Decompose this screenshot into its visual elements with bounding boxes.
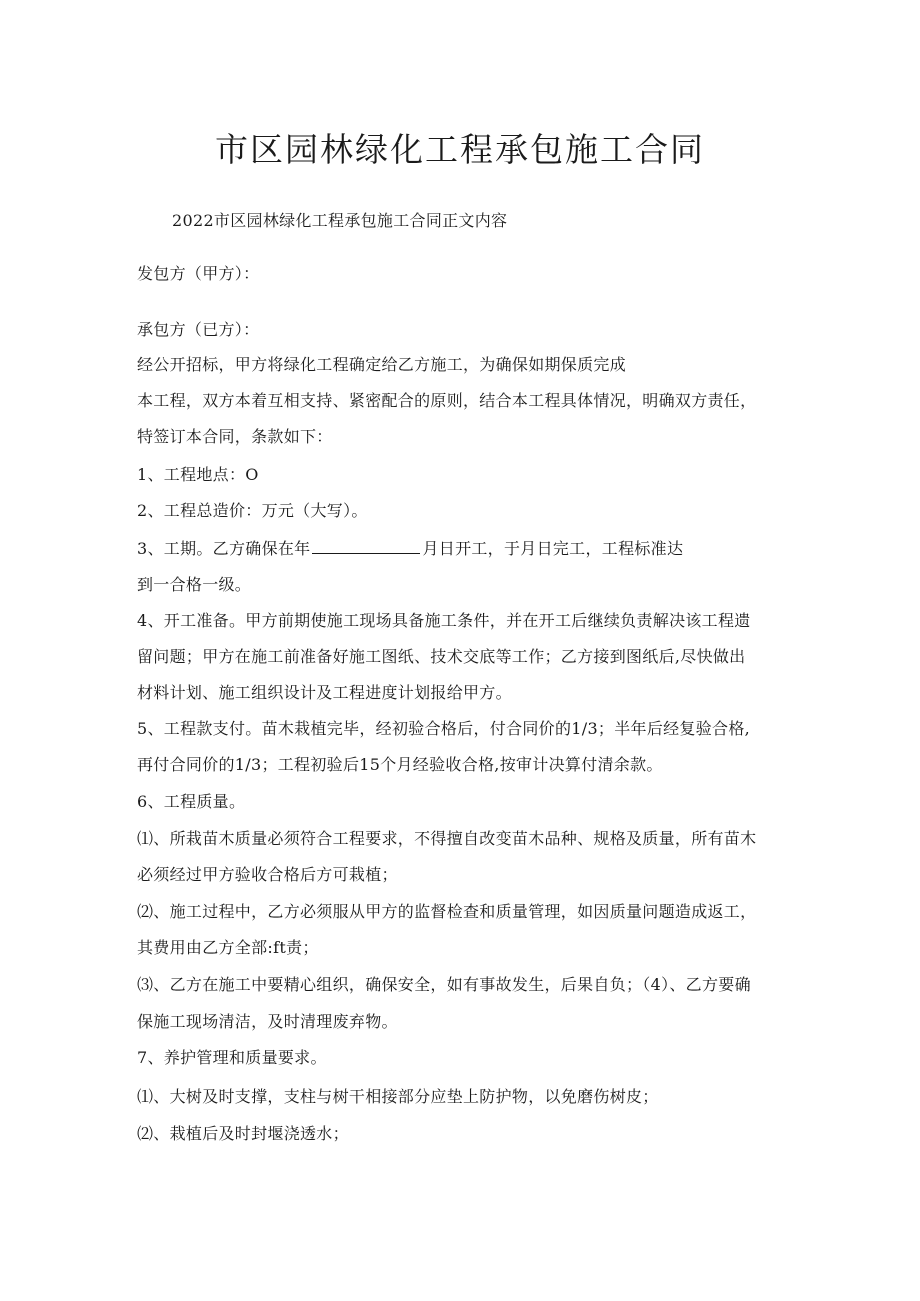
clause-7-2: ⑵、栽植后及时封堰浇透水；	[137, 1124, 349, 1143]
clause-6-3-line-2: 保施工现场清洁，及时清理废弃物。	[137, 1012, 398, 1031]
party-a-line: 发包方（甲方）：	[137, 264, 260, 283]
clause-3-part-b: 月日开工，于月日完工，工程标准达	[422, 539, 684, 558]
clause-6: 6、工程质量。	[137, 792, 246, 811]
clause-4-line-2: 留问题；甲方在施工前准备好施工图纸、技术交底等工作；乙方接到图纸后,尽快做出	[137, 647, 746, 666]
clause-6-3-line-1: ⑶、乙方在施工中要精心组织，确保安全，如有事故发生，后果自负；（4）、乙方要确	[137, 975, 751, 994]
document-title: 市区园林绿化工程承包施工合同	[215, 130, 705, 169]
clause-6-1-line-1: ⑴、所栽苗木质量必须符合工程要求，不得擅自改变苗木品种、规格及质量，所有苗木	[137, 829, 757, 848]
clause-4-line-1: 4、开工准备。甲方前期使施工现场具备施工条件，并在开工后继续负责解决该工程遗	[137, 611, 751, 630]
clause-6-2-line-2: 其费用由乙方全部:ft责；	[137, 938, 319, 957]
intro-line-1: 经公开招标，甲方将绿化工程确定给乙方施工，为确保如期保质完成	[137, 355, 627, 374]
intro-line-2: 本工程，双方本着互相支持、紧密配合的原则，结合本工程具体情况，明确双方责任，	[137, 391, 757, 410]
year-blank	[312, 539, 420, 554]
intro-line-3: 特签订本合同，条款如下：	[137, 427, 333, 446]
clause-1: 1、工程地点：O	[137, 465, 259, 484]
clause-6-2-line-1: ⑵、施工过程中，乙方必须服从甲方的监督检查和质量管理，如因质量问题造成返工，	[137, 902, 757, 921]
clause-2: 2、工程总造价：万元（大写）。	[137, 501, 368, 520]
clause-6-1-line-2: 必须经过甲方验收合格后方可栽植；	[137, 865, 398, 884]
clause-7-1: ⑴、大树及时支撑，支柱与树干相接部分应垫上防护物，以免磨伤树皮；	[137, 1087, 659, 1106]
party-b-line: 承包方（已方）：	[137, 320, 260, 339]
clause-7: 7、养护管理和质量要求。	[137, 1048, 327, 1067]
document-subtitle: 2022市区园林绿化工程承包施工合同正文内容	[172, 211, 508, 230]
clause-3	[137, 537, 683, 561]
clause-5-line-1: 5、工程款支付。苗木栽植完毕，经初验合格后，付合同价的1/3；半年后经复验合格,	[137, 719, 751, 738]
clause-3-continued: 到一合格一级。	[137, 575, 252, 594]
clause-3-part-a: 3、工期。乙方确保在年	[137, 539, 311, 558]
clause-5-line-2: 再付合同价的1/3；工程初验后15个月经验收合格,按审计决算付清余款。	[137, 755, 663, 774]
clause-4-line-3: 材料计划、施工组织设计及工程进度计划报给甲方。	[137, 683, 512, 702]
